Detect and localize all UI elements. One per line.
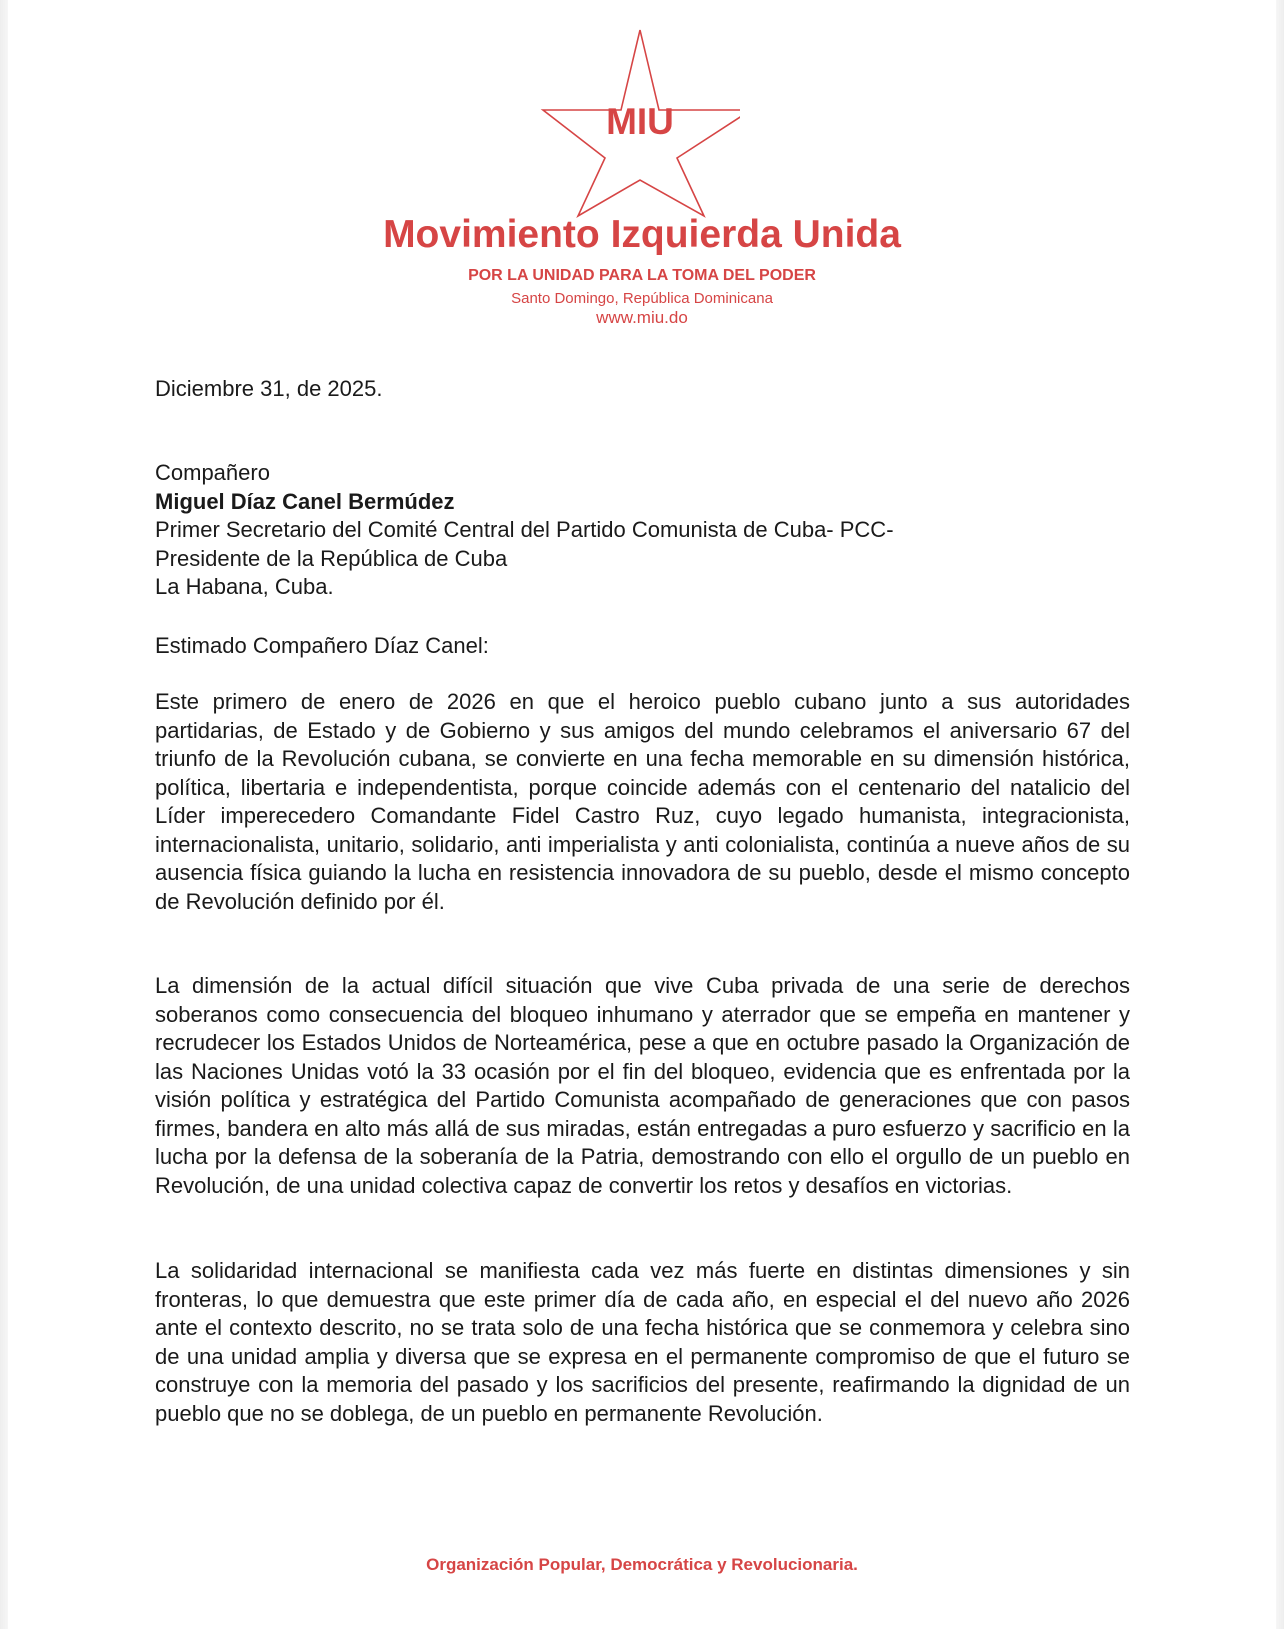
org-location: Santo Domingo, República Dominicana xyxy=(511,290,773,307)
org-website-link[interactable]: www.miu.do xyxy=(596,308,688,327)
recipient-location: La Habana, Cuba. xyxy=(155,574,334,599)
recipient-position-2: Presidente de la República de Cuba xyxy=(155,545,508,571)
org-name: Movimiento Izquierda Unida xyxy=(383,213,901,256)
recipient-block xyxy=(155,459,1130,602)
recipient-position-1: Primer Secretario del Comité Central del Partido Comunista de Cuba- PCC- xyxy=(155,517,894,542)
recipient-title: Compañero xyxy=(155,460,270,485)
letterhead xyxy=(0,0,1284,330)
recipient-name: Miguel Díaz Canel Bermúdez xyxy=(155,488,455,514)
logo-text: MIU xyxy=(606,101,674,142)
org-slogan: POR LA UNIDAD PARA LA TOMA DEL PODER xyxy=(468,267,816,284)
body-paragraph: La dimensión de la actual difícil situación que vive Cuba privada de una serie de derechos soberanos como consecuencia del bloqueo inhumano y aterrador que se empeña en mantener y recrudecer los Estados Unidos de Norteamérica, pese a que en octubre pasado la Organización de las Naciones Unidas votó la 33 ocasión por el fin del bloqueo, evidencia que es enfrentada por la visión política y estratégica del Partido Comunista acompañado de generaciones que con pasos firmes, bandera en alto más allá de sus miradas, están entregadas a puro esfuerzo y sacrificio en la lucha por la defensa de la soberanía de la Patria, demostrando con ello el orgullo de un pueblo en Revolución, de una unidad colectiva capaz de convertir los retos y desafíos en victorias. xyxy=(155,973,1130,1198)
footer-tagline: Organización Popular, Democrática y Revolucionaria. xyxy=(426,1555,858,1574)
letter-date: Diciembre 31, de 2025. xyxy=(155,376,383,401)
salutation: Estimado Compañero Díaz Canel: xyxy=(155,633,489,658)
body-paragraph: Este primero de enero de 2026 en que el heroico pueblo cubano junto a sus autoridades partidarias, de Estado y de Gobierno y sus amigos del mundo celebramos el aniversario 67 del triunfo de la Revolución cubana, se convierte en una fecha memorable en su dimensión histórica, política, libertaria e independentista, porque coincide además con el centenario del natalicio del Líder imperecedero Comandante Fidel Castro Ruz, cuyo legado humanista, integracionista, internacionalista, unitario, solidario, anti imperialista y anti colonialista, continúa a nueve años de su ausencia física guiando la lucha en resistencia innovadora de su pueblo, desde el mismo concepto de Revolución definido por él. xyxy=(155,689,1130,914)
star-logo-icon xyxy=(540,28,740,218)
body-paragraph: La solidaridad internacional se manifiesta cada vez más fuerte en distintas dimensiones y sin fronteras, lo que demuestra que este primer día de cada año, en especial el del nuevo año 2026 ante el contexto descrito, no se trata solo de una fecha histórica que se conmemora y celebra sino de una unidad amplia y diversa que se expresa en el permanente compromiso de que el futuro se construye con la memoria del pasado y los sacrificios del presente, reafirmando la dignidad de un pueblo que no se doblega, de un pueblo en permanente Revolución. xyxy=(155,1258,1130,1426)
